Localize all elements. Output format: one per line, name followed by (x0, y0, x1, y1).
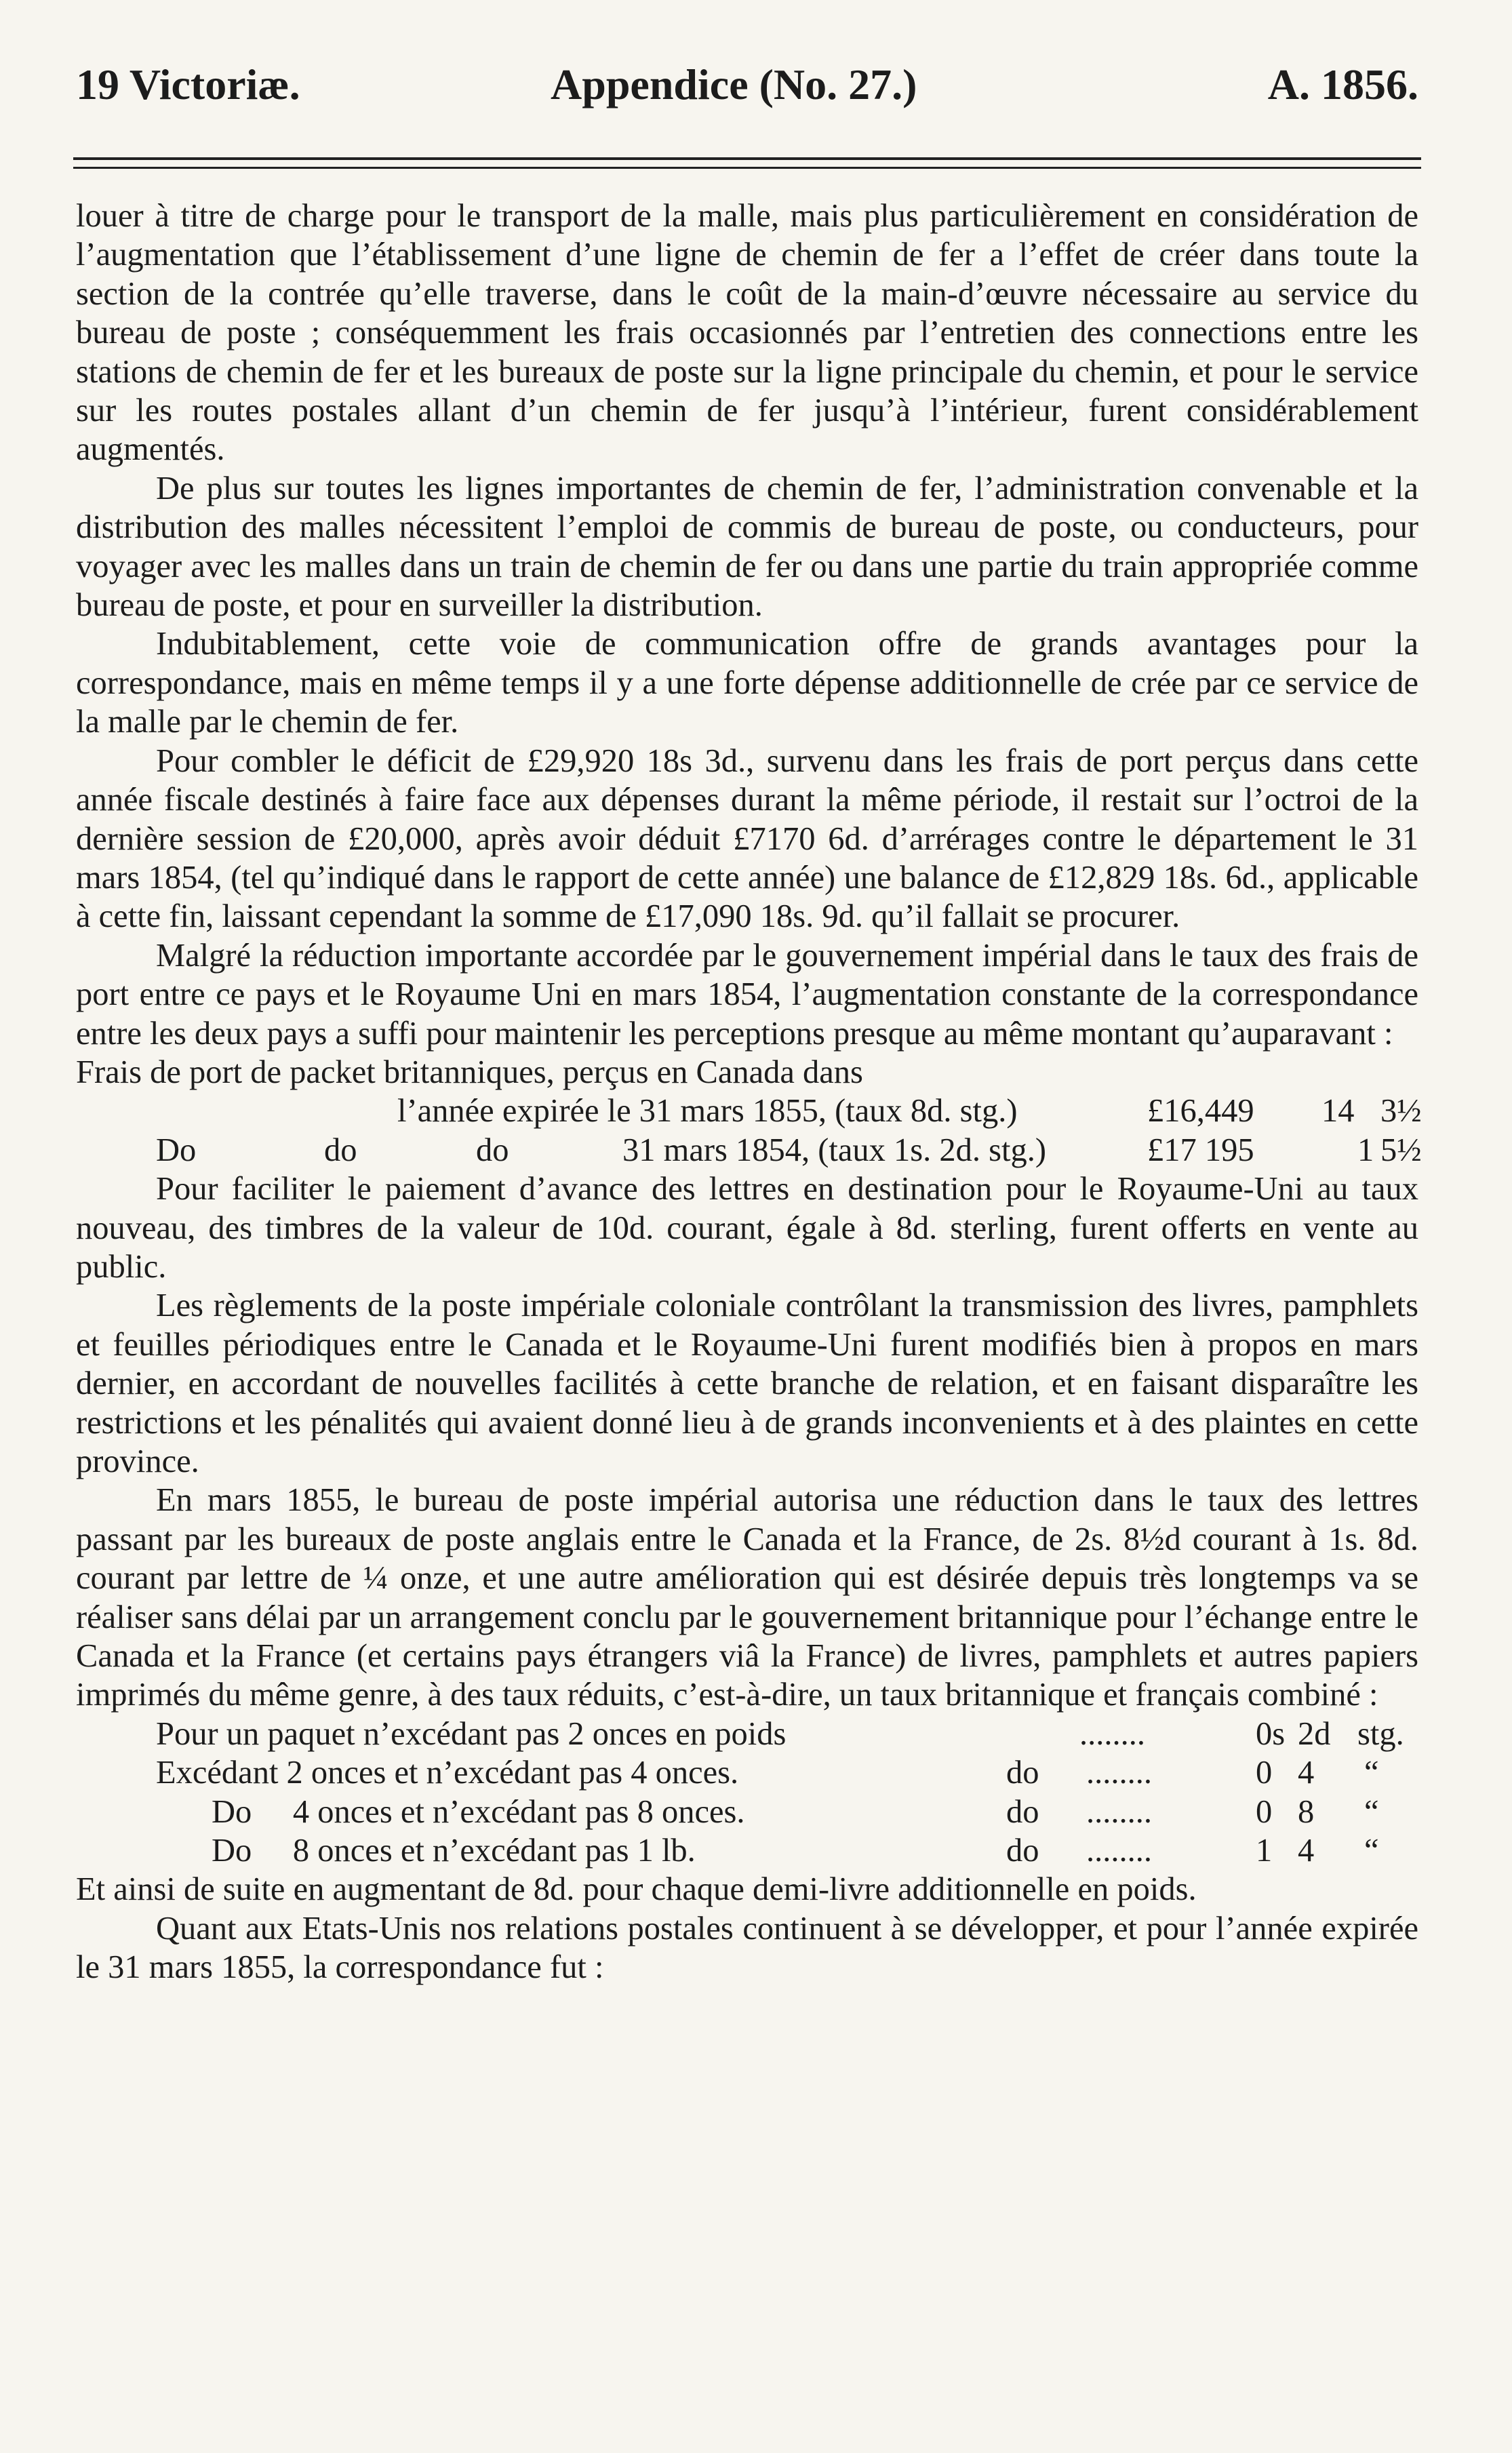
rate-row: Pour un paquet n’excédant pas 2 onces en poids ........ 0s 2d stg. (156, 1715, 1404, 1752)
header-rule-bottom (73, 167, 1421, 169)
rate-row: Excédant 2 onces et n’excédant pas 4 onces. do ........ 0 4 “ (156, 1755, 1379, 1791)
packet-row-description: l’année expirée le 31 mars 1855, (taux 8d. stg.) (397, 1093, 1018, 1130)
packet-row-shillings: 1 (1357, 1132, 1374, 1168)
running-header (76, 60, 1418, 114)
header-year: A. 1856. (1267, 60, 1418, 108)
paragraph-postal-clerks: De plus sur toutes les lignes importantes de chemin de fer, l’administration convenable et la distribution des malles nécessitent l’emploi de commis de bureau de poste, ou conducteurs, pour voyager avec les malles dans un train de chemin de fer ou dans une partie du train appropriée comme bureau de poste, et pour en surveiller la distribution. (76, 470, 1418, 624)
header-regnal-year: 19 Victoriæ. (76, 60, 300, 108)
packet-row-shillings: 14 (1321, 1093, 1355, 1130)
packet-row-description: 31 mars 1854, (taux 1s. 2d. stg.) (622, 1132, 1047, 1168)
packet-table-heading: Frais de port de packet britanniques, perçus en Canada dans (76, 1054, 863, 1090)
body-text (76, 197, 1422, 1987)
packet-row-pence: 3½ (1380, 1093, 1422, 1130)
paragraph-france-rates: En mars 1855, le bureau de poste impérial autorisa une réduction dans le taux des lettres passant par les bureaux de poste anglais entre le Canada et la France, de 2s. 8½d courant à 1s. 8d. courant par lettre de ¼ onze, et une autre amélioration qui est désirée depuis très longtemps va se réaliser sans délai par un arrangement conclu par le gouvernement britannique pour l’échange entre le Canada et la France (et certains pays étrangers viâ la France) de livres, pamphlets et autres papiers imprimés du même genre, à des taux réduits, c’est-à-dire, un taux britannique et français combiné : (76, 1482, 1418, 1713)
packet-table-row-1854: Do do do 31 mars 1854, (taux 1s. 2d. stg.) £17 195 1 5½ (76, 1131, 1418, 1170)
paragraph-deficit: Pour combler le déficit de £29,920 18s 3d., survenu dans les frais de port perçus dans cette année fiscale destinés à faire face aux dépenses durant la même période, il restait sur l’octroi de la dernière session de £20,000, après avoir déduit £7170 6d. d’arrérages contre le département le 31 mars 1854, (tel qu’indiqué dans le rapport de cette année) une balance de £12,829 18s. 6d., applicable à cette fin, laissant cependant la somme de £17,090 18s. 9d. qu’il fallait se procurer. (76, 742, 1418, 935)
paragraph-regulations: Les règlements de la poste impériale coloniale contrôlant la transmission des livres, pamphlets et feuilles périodiques entre le Canada et le Royaume-Uni furent modifiés bien à propos en mars dernier, en accordant de nouvelles facilités à cette branche de relation, et en faisant disparaître les restrictions et les pénalités qui avaient donné lieu à de grands inconvenients et à des plaintes en cette province. (76, 1288, 1418, 1479)
rate-row: Do 8 onces et n’excédant pas 1 lb. do ........ 1 4 “ (212, 1832, 1379, 1869)
paragraph-reduction: Malgré la réduction importante accordée par le gouvernement impérial dans le taux des frais de port entre ce pays et le Royaume Uni en mars 1854, l’augmentation constante de la correspondance entre les deux pays a suffi pour maintenir les perceptions presque au même montant qu’auparavant : (76, 937, 1418, 1052)
packet-row-pounds: £17 195 (1147, 1132, 1254, 1168)
packet-row-pence: 5½ (1380, 1132, 1422, 1168)
paragraph-united-states: Quant aux Etats-Unis nos relations postales continuent à se développer, et pour l’année expirée le 31 mars 1855, la correspondance fut : (76, 1910, 1418, 1986)
paragraph-stamps: Pour faciliter le paiement d’avance des lettres en destination pour le Royaume-Uni au taux nouveau, des timbres de la valeur de 10d. courant, égale à 8d. sterling, furent offerts en vente au public. (76, 1171, 1418, 1285)
header-appendix-number: Appendice (No. 27.) (551, 60, 917, 108)
packet-table-row-1855 (76, 1092, 1422, 1130)
paragraph-increment: Et ainsi de suite en augmentant de 8d. pour chaque demi-livre additionnelle en poids. (76, 1871, 1197, 1908)
packet-row-pounds: £16,449 (1147, 1093, 1254, 1130)
paragraph-continuation: louer à titre de charge pour le transport de la malle, mais plus particulièrement en considération de l’augmentation que l’établissement d’une ligne de chemin de fer a l’effet de créer dans toute la section de la contrée qu’elle traverse, dans le coût de la main-d’œuvre nécessaire au service du bureau de poste ; conséquemment les frais occasionnés par l’entretien des connections entre les stations de chemin de fer et les bureaux de poste sur la ligne principale du chemin, et pour le service sur les routes postales allant d’un chemin de fer jusqu’à l’intérieur, furent considérablement augmentés. (76, 198, 1418, 468)
rate-row: Do 4 onces et n’excédant pas 8 onces. do ........ 0 8 “ (212, 1793, 1379, 1830)
paragraph-advantages: Indubitablement, cette voie de communication offre de grands avantages pour la correspondance, mais en même temps il y a une forte dépense additionnelle de crée par ce service de la malle par le chemin de fer. (76, 626, 1418, 740)
header-rule-top (73, 157, 1421, 160)
